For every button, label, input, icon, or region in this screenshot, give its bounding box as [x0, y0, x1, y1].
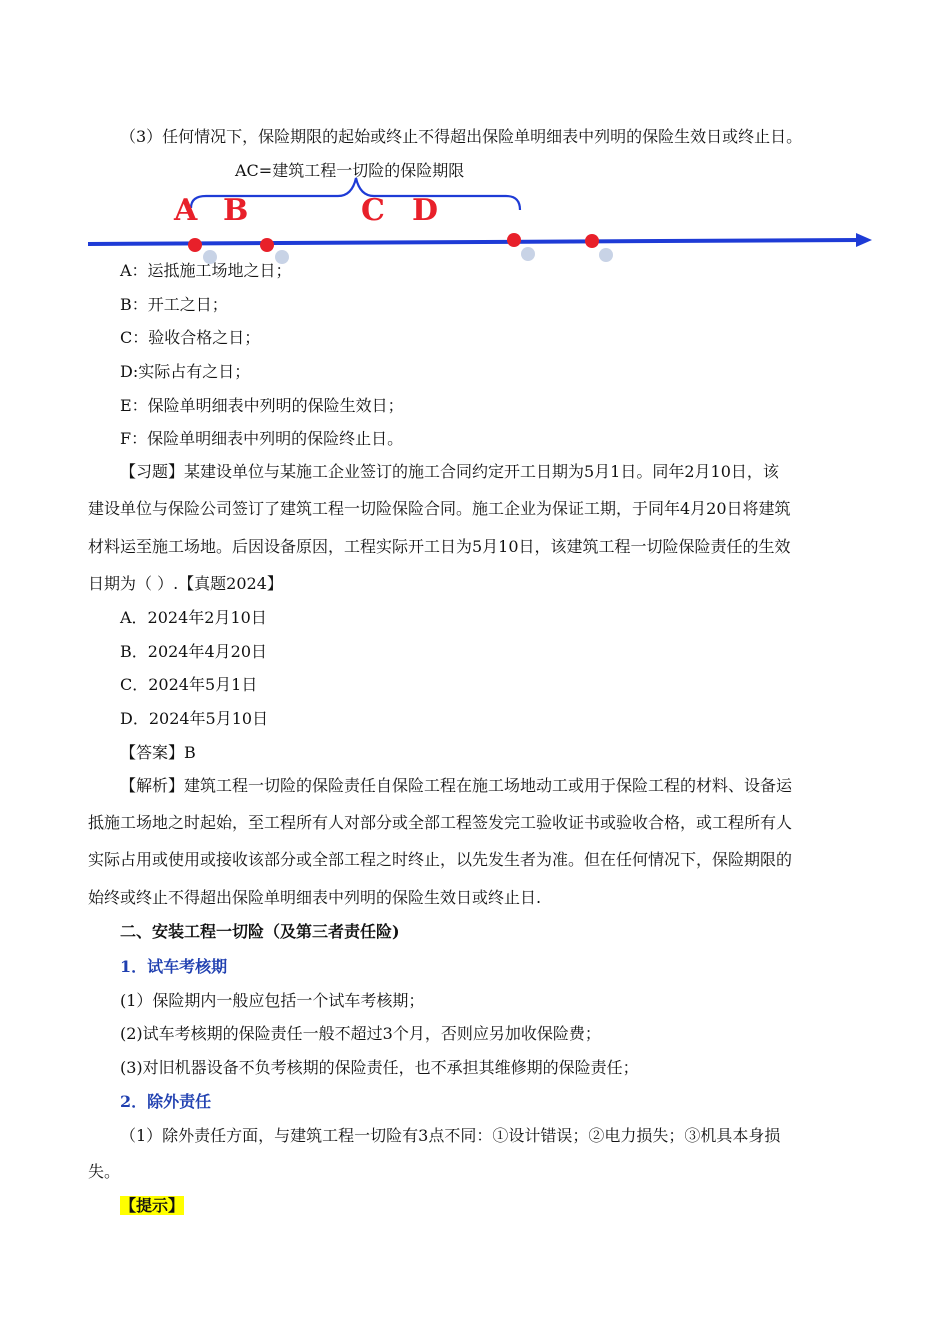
time-axis — [88, 240, 860, 244]
analysis-line-1: 【解析】建筑工程一切险的保险责任自保险工程在施工场地动工或用于保险工程的材料、设备运 — [120, 776, 793, 795]
exclusion-line-1: （1）除外责任方面，与建筑工程一切险有3点不同：①设计错误；②电力损失；③机具本身损 — [120, 1126, 781, 1145]
option-c: C．2024年5月1日 — [120, 675, 258, 694]
dot-d — [585, 234, 599, 248]
exclusion-line-2: 失。 — [88, 1162, 121, 1181]
letter-d: D — [412, 193, 439, 228]
definition-b: B：开工之日； — [120, 295, 228, 314]
exercise-line-2: 建设单位与保险公司签订了建筑工程一切险保险合同。施工企业为保证工期，于同年4月20日将建筑 — [88, 499, 791, 518]
insurance-period-diagram — [0, 0, 950, 275]
analysis-line-3: 实际占用或使用或接收该部分或全部工程之时终止，以先发生者为准。但在任何情况下，保险期限的 — [88, 850, 793, 869]
section-2-title: 二、安装工程一切险（及第三者责任险) — [120, 922, 400, 941]
dot-a — [188, 238, 202, 252]
time-axis-arrowhead — [856, 233, 872, 247]
answer-text: 【答案】B — [120, 743, 196, 762]
definition-d: D:实际占有之日； — [120, 362, 251, 381]
dot-b — [260, 238, 274, 252]
subsection-1-title: 1．试车考核期 — [120, 957, 228, 976]
exercise-line-3: 材料运至施工场地。后因设备原因，工程实际开工日为5月10日，该建筑工程一切险保险责任的生效 — [88, 537, 791, 556]
definition-c: C：验收合格之日； — [120, 328, 261, 347]
analysis-line-4: 始终或终止不得超出保险单明细表中列明的保险生效日或终止日. — [88, 888, 542, 907]
option-a: A．2024年2月10日 — [120, 608, 267, 627]
letter-a: A — [174, 193, 198, 228]
definition-f: F：保险单明细表中列明的保险终止日。 — [120, 429, 404, 448]
trial-item-1: (1）保险期内一般应包括一个试车考核期； — [120, 991, 425, 1010]
trial-item-3: (3)对旧机器设备不负考核期的保险责任，也不承担其维修期的保险责任； — [120, 1058, 639, 1077]
definition-a: A：运抵施工场地之日； — [120, 261, 292, 280]
definition-e: E：保险单明细表中列明的保险生效日； — [120, 396, 404, 415]
analysis-line-2: 抵施工场地之时起始，至工程所有人对部分或全部工程签发完工验收证书或验收合格，或工程所有人 — [88, 813, 793, 832]
letter-b: B — [223, 193, 249, 228]
exercise-line-4: 日期为（ ）.【真题2024】 — [88, 574, 283, 593]
option-d: D．2024年5月10日 — [120, 709, 269, 728]
shadow-dot-3 — [521, 247, 535, 261]
shadow-dot-4 — [599, 248, 613, 262]
tip-label — [120, 1196, 184, 1216]
exercise-line-1: 【习题】某建设单位与某施工企业签订的施工合同约定开工日期为5月1日。同年2月10日，该 — [120, 462, 779, 481]
dot-c — [507, 233, 521, 247]
letter-c: C — [361, 193, 385, 228]
tip-highlight: 【提示】 — [120, 1196, 185, 1215]
option-b: B．2024年4月20日 — [120, 642, 268, 661]
subsection-2-title: 2．除外责任 — [120, 1092, 212, 1111]
intro-text: （3）任何情况下，保险期限的起始或终止不得超出保险单明细表中列明的保险生效日或终止日。 — [120, 127, 803, 146]
diagram-label: AC=建筑工程一切险的保险期限 — [235, 161, 465, 180]
trial-item-2: (2)试车考核期的保险责任一般不超过3个月，否则应另加收保险费； — [120, 1024, 601, 1043]
